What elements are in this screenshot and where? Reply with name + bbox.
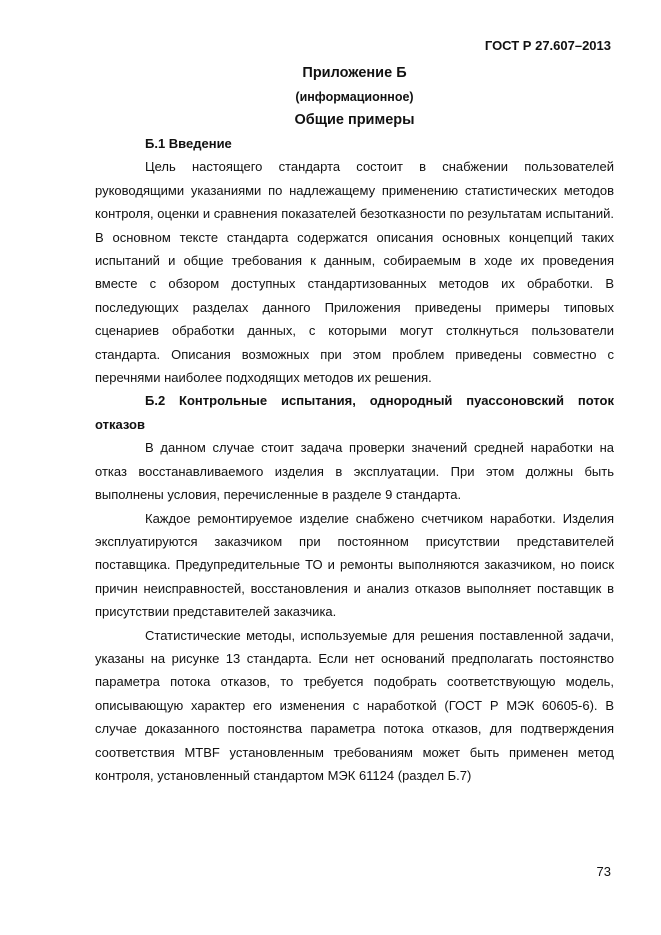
paragraph: Цель настоящего стандарта состоит в снабжении пользователей руководящими указаниями по надлежащему применению статистических методов контроля, оценки и сравнения показателей безотказности по результатам испытаний. В основном тексте стандарта содержатся описания основных концепций таких испытаний и общие требования к данным, собираемым в ходе их проведения вместе с обзором доступных стандартизованных методов их обработки. В последующих разделах данного Приложения приведены примеры типовых сценариев обработки данных, с которыми могут столкнуться пользователи стандарта. Описания возможных при этом проблем приведены совместно с перечнями наиболее подходящих методов их решения. bbox=[95, 159, 614, 386]
paragraph: Статистические методы, используемые для решения поставленной задачи, указаны на рисунке 13 стандарта. Если нет оснований предполагать постоянство параметра потока отказов, то требуется подобрать соответствующую модель, описывающую характер его изменения с наработкой (ГОСТ Р МЭК 60605-6). В случае доказанного постоянства параметра потока отказов, для подтверждения соответствия MTBF установленным требованиям может быть применен метод контроля, установленный стандартом МЭК 61124 (раздел Б.7) bbox=[95, 627, 614, 783]
page-number: 73 bbox=[596, 864, 611, 879]
section-title: Б.1 Введение bbox=[145, 136, 232, 151]
appendix-heading: Общие примеры bbox=[294, 112, 415, 128]
document-id: ГОСТ Р 27.607–2013 bbox=[484, 38, 611, 53]
paragraph: В данном случае стоит задача проверки значений средней наработки на отказ восстанавливаемого изделия в эксплуатации. При этом должны быть выполнены условия, перечисленные в разделе 9 стандарта. bbox=[95, 440, 614, 503]
appendix-subtitle: (информационное) bbox=[295, 90, 414, 104]
section-title: Б.2 Контрольные испытания, однородный пуассоновский поток отказов bbox=[95, 393, 614, 432]
page-content bbox=[95, 64, 614, 787]
paragraph: Каждое ремонтируемое изделие снабжено счетчиком наработки. Изделия эксплуатируются заказчиком при постоянном присутствии представителей поставщика. Предупредительные ТО и ремонты выполняются заказчиком, но поиск причин неисправностей, восстановления и анализ отказов выполняет поставщик в присутствии представителей заказчика. bbox=[95, 510, 614, 620]
appendix-title: Приложение Б bbox=[302, 65, 407, 81]
